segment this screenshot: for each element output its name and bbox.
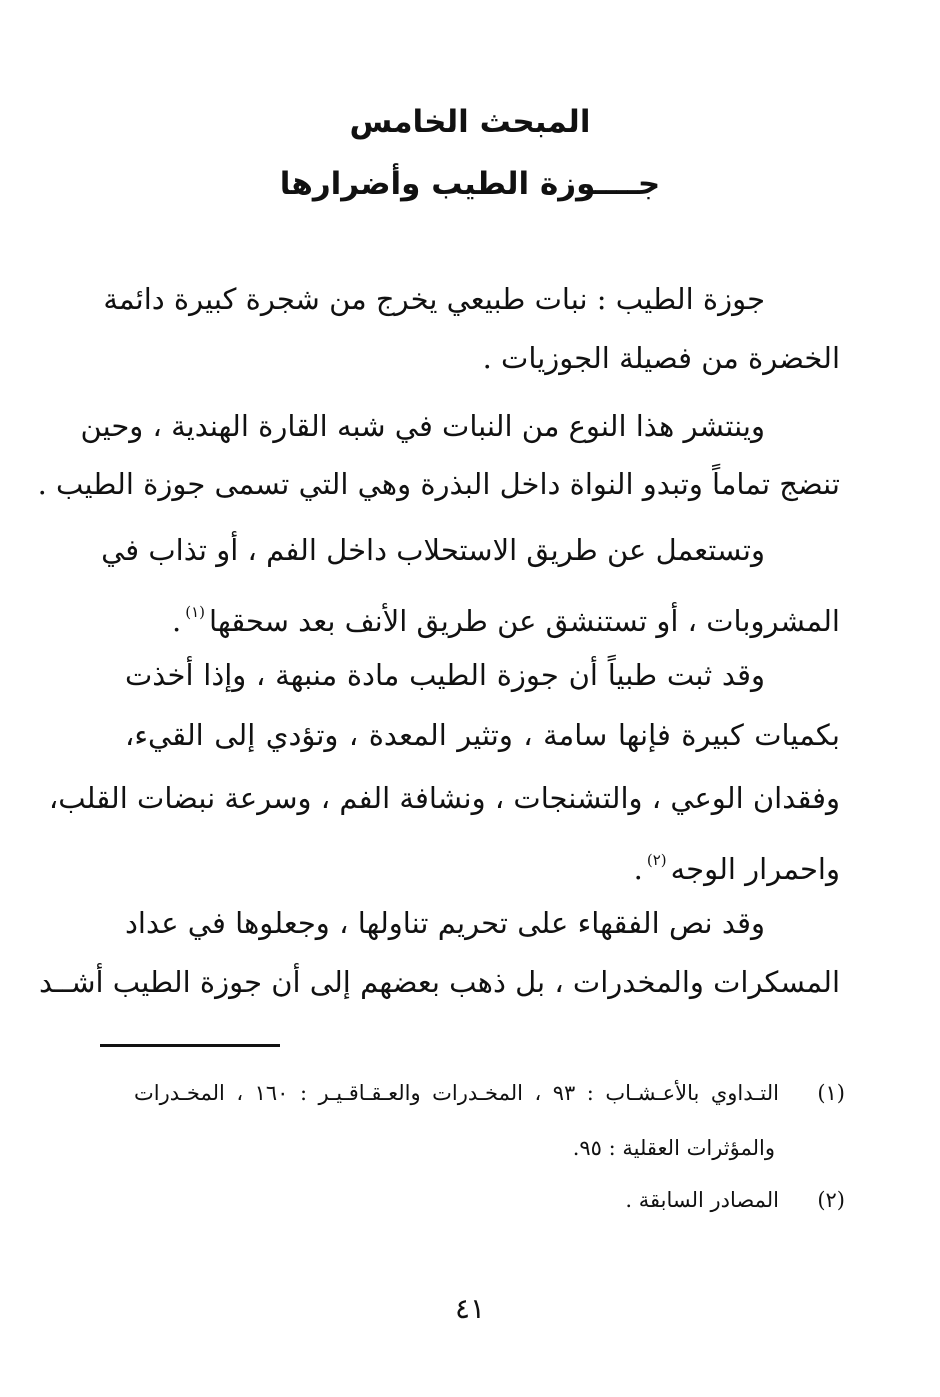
body-line: وقد نص الفقهاء على تحريم تناولها ، وجعلوها في عداد xyxy=(125,906,765,940)
body-line: وينتشر هذا النوع من النبات في شبه القارة الهندية ، وحين xyxy=(80,409,765,443)
footnote-2 xyxy=(130,1185,845,1215)
body-line: جوزة الطيب : نبات طبيعي يخرج من شجرة كبيرة دائمة xyxy=(103,282,765,316)
footnote-text: التـداوي بالأعـشـاب : ٩٣ ، المخـدرات والعـقـاقـيـر : ١٦٠ ، المخـدرات xyxy=(134,1081,779,1105)
footnote-1 xyxy=(130,1078,845,1108)
body-line: وتستعمل عن طريق الاستحلاب داخل الفم ، أو تذاب في xyxy=(101,533,765,567)
footnote-ref-1: (١) xyxy=(185,603,205,621)
body-line: بكميات كبيرة فإنها سامة ، وتثير المعدة ، وتؤدي إلى القيء، xyxy=(125,718,840,752)
footnote-number: (١) xyxy=(817,1081,845,1105)
page-number: ٤١ xyxy=(454,1292,486,1325)
body-line: وفقدان الوعي ، والتشنجات ، ونشافة الفم ، وسرعة نبضات القلب، xyxy=(48,781,840,815)
chapter-heading: المبحث الخامس xyxy=(349,104,591,140)
footnote-number: (٢) xyxy=(817,1188,845,1212)
footnote-divider xyxy=(100,1044,280,1047)
body-line: تنضج تماماً وتبدو النواة داخل البذرة وهي التي تسمى جوزة الطيب . xyxy=(37,467,840,501)
body-line: الخضرة من فصيلة الجوزيات . xyxy=(482,341,840,375)
footnote-ref-2: (٢) xyxy=(646,851,667,869)
body-line: واحمرار الوجه$^{(٢)}$. xyxy=(633,851,840,886)
body-line: المشروبات ، أو تستنشق عن طريق الأنف بعد سحقها$^{(١)}$. xyxy=(172,603,840,638)
footnote-1-continuation: والمؤثرات العقلية : ٩٥. xyxy=(572,1136,775,1160)
footnote-text: المصادر السابقة . xyxy=(625,1188,779,1212)
body-line: وقد ثبت طبياً أن جوزة الطيب مادة منبهة ، وإذا أخذت xyxy=(125,658,765,692)
body-line: المسكرات والمخدرات ، بل ذهب بعضهم إلى أن جوزة الطيب أشــد xyxy=(38,965,840,999)
section-title: جــــوزة الطيب وأضرارها xyxy=(279,166,661,202)
